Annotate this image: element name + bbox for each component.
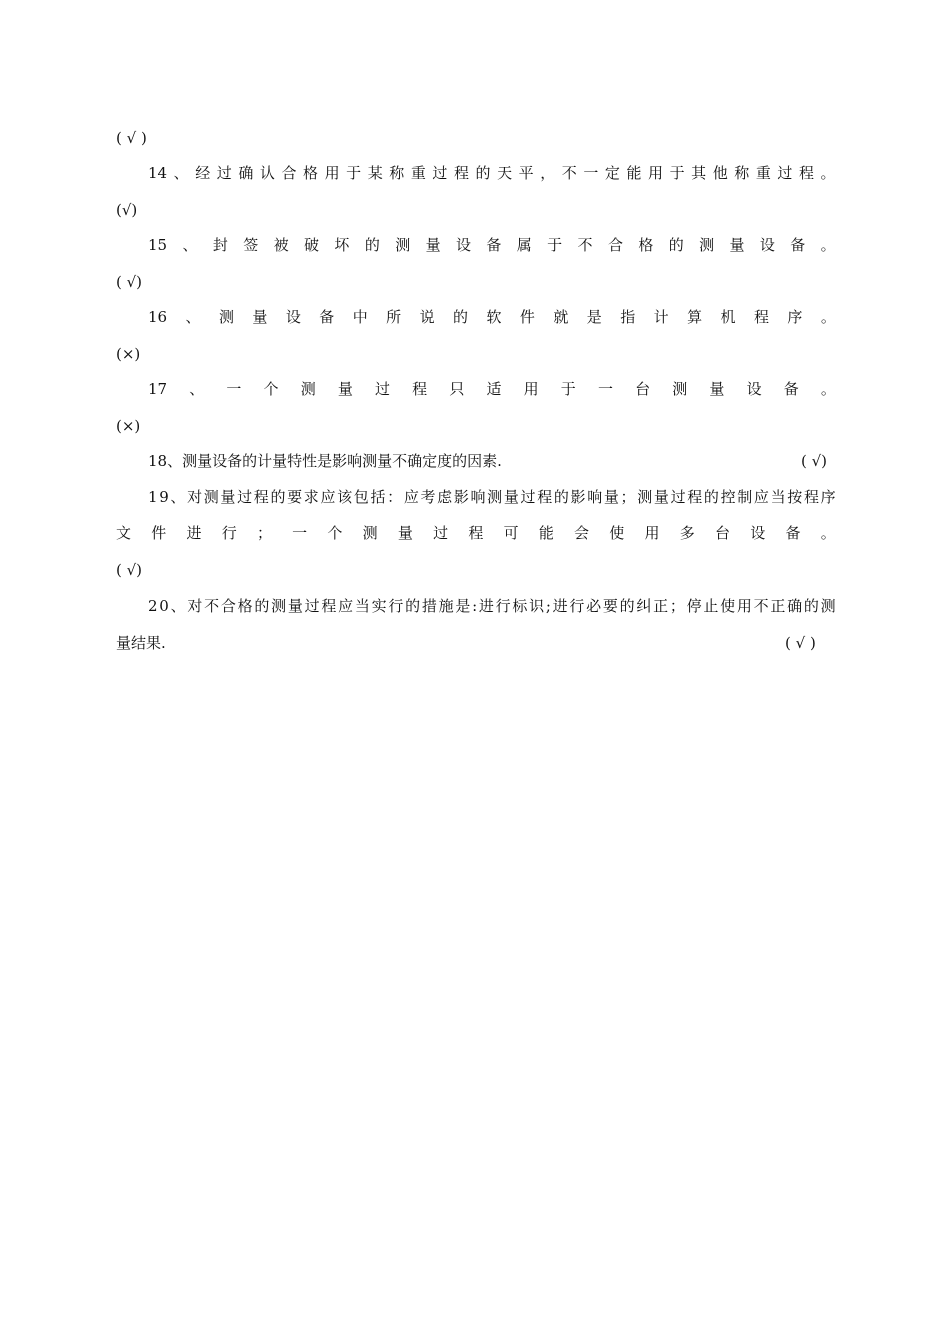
text-glyph: 合 — [281, 164, 297, 182]
answer-mark-17: (×) — [116, 417, 141, 435]
text-glyph: 制 — [737, 488, 753, 506]
text-glyph: 对 — [187, 597, 203, 615]
question-20-line-1 — [148, 596, 836, 616]
text-glyph: 进 — [186, 524, 202, 542]
question-15-line-1 — [148, 235, 836, 255]
text-glyph: 进 — [478, 597, 494, 615]
text-glyph: 应 — [403, 488, 419, 506]
text-glyph: 对 — [187, 488, 203, 506]
text-glyph: 于 — [560, 380, 576, 398]
question-20-line-2: 量结果. — [116, 634, 166, 652]
text-glyph: 适 — [486, 380, 502, 398]
text-glyph: 当 — [354, 597, 370, 615]
text-glyph: 量 — [709, 380, 725, 398]
text-glyph: 序 — [820, 488, 836, 506]
answer-mark-18: ( √) — [801, 452, 828, 470]
text-glyph: 属 — [516, 236, 532, 254]
text-glyph: 停 — [686, 597, 702, 615]
text-glyph: 测 — [487, 488, 503, 506]
text-glyph: 件 — [151, 524, 167, 542]
text-glyph: 过 — [237, 488, 253, 506]
text-glyph: 经 — [195, 164, 211, 182]
text-glyph: 确 — [787, 597, 803, 615]
text-glyph: 量 — [220, 488, 236, 506]
text-glyph: ； — [669, 597, 685, 615]
text-glyph: 的 — [619, 597, 635, 615]
text-glyph: 必 — [586, 597, 602, 615]
text-glyph: 16 — [148, 308, 168, 326]
answer-mark-15: ( √) — [116, 273, 143, 291]
text-glyph: 测 — [395, 236, 411, 254]
text-glyph: 用 — [324, 164, 340, 182]
text-glyph: 施 — [438, 597, 454, 615]
text-glyph: 某 — [367, 164, 383, 182]
text-glyph: 指 — [620, 308, 636, 326]
text-glyph: 标 — [512, 597, 528, 615]
text-glyph: 量 — [653, 488, 669, 506]
text-glyph: 行 — [495, 597, 511, 615]
text-glyph: 应 — [753, 488, 769, 506]
text-glyph: 进 — [552, 597, 568, 615]
text-glyph: 过 — [216, 164, 232, 182]
text-glyph: 合 — [607, 236, 623, 254]
text-glyph: 程 — [453, 164, 469, 182]
text-glyph: 不 — [204, 597, 220, 615]
text-glyph: 封 — [212, 236, 228, 254]
text-glyph: 14 — [148, 164, 168, 182]
text-glyph: 合 — [220, 597, 236, 615]
text-glyph: 程 — [412, 380, 428, 398]
text-glyph: ; — [545, 597, 551, 615]
text-glyph: 是 — [586, 308, 602, 326]
text-glyph: 测 — [300, 380, 316, 398]
text-glyph: 该 — [337, 488, 353, 506]
text-glyph: 签 — [243, 236, 259, 254]
text-glyph: 称 — [734, 164, 750, 182]
text-glyph: 就 — [553, 308, 569, 326]
text-glyph: 个 — [263, 380, 279, 398]
text-glyph: 多 — [679, 524, 695, 542]
text-glyph: 措 — [421, 597, 437, 615]
text-glyph: 行 — [569, 597, 585, 615]
text-glyph: 量 — [729, 236, 745, 254]
text-glyph: 、 — [185, 308, 201, 326]
text-glyph: 只 — [449, 380, 465, 398]
text-glyph: 测 — [820, 597, 836, 615]
text-glyph: 9 — [159, 488, 169, 506]
text-glyph: 。 — [820, 380, 836, 398]
text-glyph: 行 — [388, 597, 404, 615]
text-glyph: 止 — [703, 597, 719, 615]
answer-mark-13: ( √ ) — [116, 129, 147, 147]
text-glyph: 重 — [410, 164, 426, 182]
text-glyph: 测 — [637, 488, 653, 506]
text-glyph: 的 — [803, 597, 819, 615]
answer-mark-20: ( √ ) — [785, 634, 816, 652]
text-glyph: 个 — [327, 524, 343, 542]
text-glyph: 于 — [547, 236, 563, 254]
text-glyph: 台 — [714, 524, 730, 542]
text-glyph: 的 — [553, 488, 569, 506]
text-glyph: 格 — [237, 597, 253, 615]
text-glyph: 天 — [497, 164, 513, 182]
text-glyph: 、 — [189, 380, 205, 398]
text-glyph: 的 — [668, 236, 684, 254]
text-glyph: 台 — [635, 380, 651, 398]
text-glyph: 响 — [470, 488, 486, 506]
text-glyph: 的 — [405, 597, 421, 615]
text-glyph: 算 — [687, 308, 703, 326]
text-glyph: 备 — [319, 308, 335, 326]
text-glyph: 过 — [375, 380, 391, 398]
text-glyph: 正 — [770, 597, 786, 615]
text-glyph: 过 — [777, 164, 793, 182]
text-glyph: 能 — [626, 164, 642, 182]
text-glyph: 应 — [338, 597, 354, 615]
text-glyph: 是 — [455, 597, 471, 615]
text-glyph: 机 — [720, 308, 736, 326]
text-glyph: 、 — [170, 488, 186, 506]
text-glyph: 不 — [561, 164, 577, 182]
text-glyph: 序 — [787, 308, 803, 326]
text-glyph: 程 — [687, 488, 703, 506]
text-glyph: 的 — [453, 308, 469, 326]
text-glyph: 认 — [259, 164, 275, 182]
text-glyph: 括 — [370, 488, 386, 506]
text-glyph: 程 — [253, 488, 269, 506]
text-glyph: 不 — [753, 597, 769, 615]
text-glyph: 2 — [148, 597, 158, 615]
text-glyph: 所 — [386, 308, 402, 326]
text-glyph: 0 — [159, 597, 169, 615]
text-glyph: 设 — [455, 236, 471, 254]
text-glyph: 、 — [173, 164, 189, 182]
text-glyph: 备 — [790, 236, 806, 254]
text-glyph: 破 — [304, 236, 320, 254]
text-glyph: 识 — [529, 597, 545, 615]
text-glyph: 能 — [538, 524, 554, 542]
text-glyph: 15 — [148, 236, 168, 254]
text-glyph: 虑 — [437, 488, 453, 506]
text-glyph: 备 — [486, 236, 502, 254]
text-glyph: 设 — [750, 524, 766, 542]
question-17-line-1 — [148, 379, 836, 399]
text-glyph: 当 — [770, 488, 786, 506]
text-glyph: 。 — [820, 236, 836, 254]
text-glyph: 件 — [519, 308, 535, 326]
text-glyph: 过 — [433, 524, 449, 542]
text-glyph: 测 — [271, 597, 287, 615]
text-glyph: 格 — [303, 164, 319, 182]
text-glyph: 控 — [720, 488, 736, 506]
question-16-line-1 — [148, 307, 836, 327]
text-glyph: 求 — [303, 488, 319, 506]
text-glyph: 用 — [648, 164, 664, 182]
text-glyph: 不 — [577, 236, 593, 254]
text-glyph: 的 — [270, 488, 286, 506]
text-glyph: 影 — [453, 488, 469, 506]
text-glyph: 量 — [603, 488, 619, 506]
text-glyph: 用 — [644, 524, 660, 542]
text-glyph: 量 — [425, 236, 441, 254]
text-glyph: 备 — [783, 380, 799, 398]
text-glyph: : — [472, 597, 478, 615]
text-glyph: 包 — [353, 488, 369, 506]
text-glyph: 过 — [670, 488, 686, 506]
text-glyph: 测 — [218, 308, 234, 326]
text-glyph: 量 — [287, 597, 303, 615]
question-18-line-1: 18、测量设备的计量特性是影响测量不确定度的因素. — [148, 452, 502, 470]
text-glyph: 17 — [148, 380, 168, 398]
answer-mark-16: (×) — [116, 345, 141, 363]
text-glyph: 。 — [820, 308, 836, 326]
text-glyph: 平 — [518, 164, 534, 182]
text-glyph: 一 — [226, 380, 242, 398]
text-glyph: 要 — [602, 597, 618, 615]
text-glyph: 文 — [116, 524, 132, 542]
text-glyph: 程 — [321, 597, 337, 615]
text-glyph: ： — [387, 488, 403, 506]
text-glyph: 。 — [820, 164, 836, 182]
text-glyph: 用 — [523, 380, 539, 398]
text-glyph: 中 — [352, 308, 368, 326]
text-glyph: 要 — [287, 488, 303, 506]
text-glyph: 重 — [755, 164, 771, 182]
text-glyph: 其 — [691, 164, 707, 182]
text-glyph: 应 — [320, 488, 336, 506]
text-glyph: 量 — [503, 488, 519, 506]
text-glyph: 可 — [503, 524, 519, 542]
text-glyph: 使 — [720, 597, 736, 615]
text-glyph: 程 — [468, 524, 484, 542]
question-14-line-1 — [148, 163, 836, 183]
text-glyph: 用 — [736, 597, 752, 615]
text-glyph: 正 — [653, 597, 669, 615]
text-glyph: 坏 — [334, 236, 350, 254]
text-glyph: 的 — [703, 488, 719, 506]
text-glyph: 纠 — [636, 597, 652, 615]
text-glyph: 定 — [604, 164, 620, 182]
text-glyph: 他 — [712, 164, 728, 182]
text-glyph: 说 — [419, 308, 435, 326]
text-glyph: 备 — [785, 524, 801, 542]
text-glyph: ， — [540, 164, 556, 182]
text-glyph: 。 — [820, 524, 836, 542]
text-glyph: 于 — [669, 164, 685, 182]
text-glyph: 过 — [304, 597, 320, 615]
text-glyph: 一 — [583, 164, 599, 182]
answer-mark-19: ( √) — [116, 561, 143, 579]
text-glyph: 设 — [746, 380, 762, 398]
answer-mark-14: (√) — [116, 201, 138, 219]
text-glyph: 一 — [597, 380, 613, 398]
text-glyph: 程 — [798, 164, 814, 182]
text-glyph: ； — [256, 524, 272, 542]
text-glyph: 设 — [759, 236, 775, 254]
text-glyph: 测 — [699, 236, 715, 254]
text-glyph: 测 — [672, 380, 688, 398]
text-glyph: 测 — [203, 488, 219, 506]
text-glyph: 程 — [803, 488, 819, 506]
text-glyph: 的 — [254, 597, 270, 615]
text-glyph: 量 — [397, 524, 413, 542]
text-glyph: 、 — [170, 597, 186, 615]
text-glyph: 实 — [371, 597, 387, 615]
text-glyph: 使 — [609, 524, 625, 542]
text-glyph: 过 — [520, 488, 536, 506]
text-glyph: 软 — [486, 308, 502, 326]
text-glyph: 量 — [252, 308, 268, 326]
text-glyph: 计 — [653, 308, 669, 326]
question-19-line-2 — [116, 523, 836, 543]
text-glyph: 格 — [638, 236, 654, 254]
question-19-line-1 — [148, 487, 836, 507]
text-glyph: 按 — [787, 488, 803, 506]
text-glyph: 称 — [389, 164, 405, 182]
text-glyph: 会 — [574, 524, 590, 542]
text-glyph: 行 — [221, 524, 237, 542]
text-glyph: 测 — [362, 524, 378, 542]
text-glyph: 一 — [292, 524, 308, 542]
text-glyph: 程 — [537, 488, 553, 506]
text-glyph: 、 — [182, 236, 198, 254]
text-glyph: 影 — [570, 488, 586, 506]
text-glyph: 被 — [273, 236, 289, 254]
text-glyph: 的 — [364, 236, 380, 254]
text-glyph: 的 — [475, 164, 491, 182]
text-glyph: 设 — [285, 308, 301, 326]
text-glyph: 确 — [238, 164, 254, 182]
text-glyph: ； — [620, 488, 636, 506]
text-glyph: 于 — [346, 164, 362, 182]
text-glyph: 程 — [753, 308, 769, 326]
text-glyph: 响 — [587, 488, 603, 506]
text-glyph: 考 — [420, 488, 436, 506]
text-glyph: 1 — [148, 488, 158, 506]
text-glyph: 过 — [432, 164, 448, 182]
text-glyph: 量 — [337, 380, 353, 398]
